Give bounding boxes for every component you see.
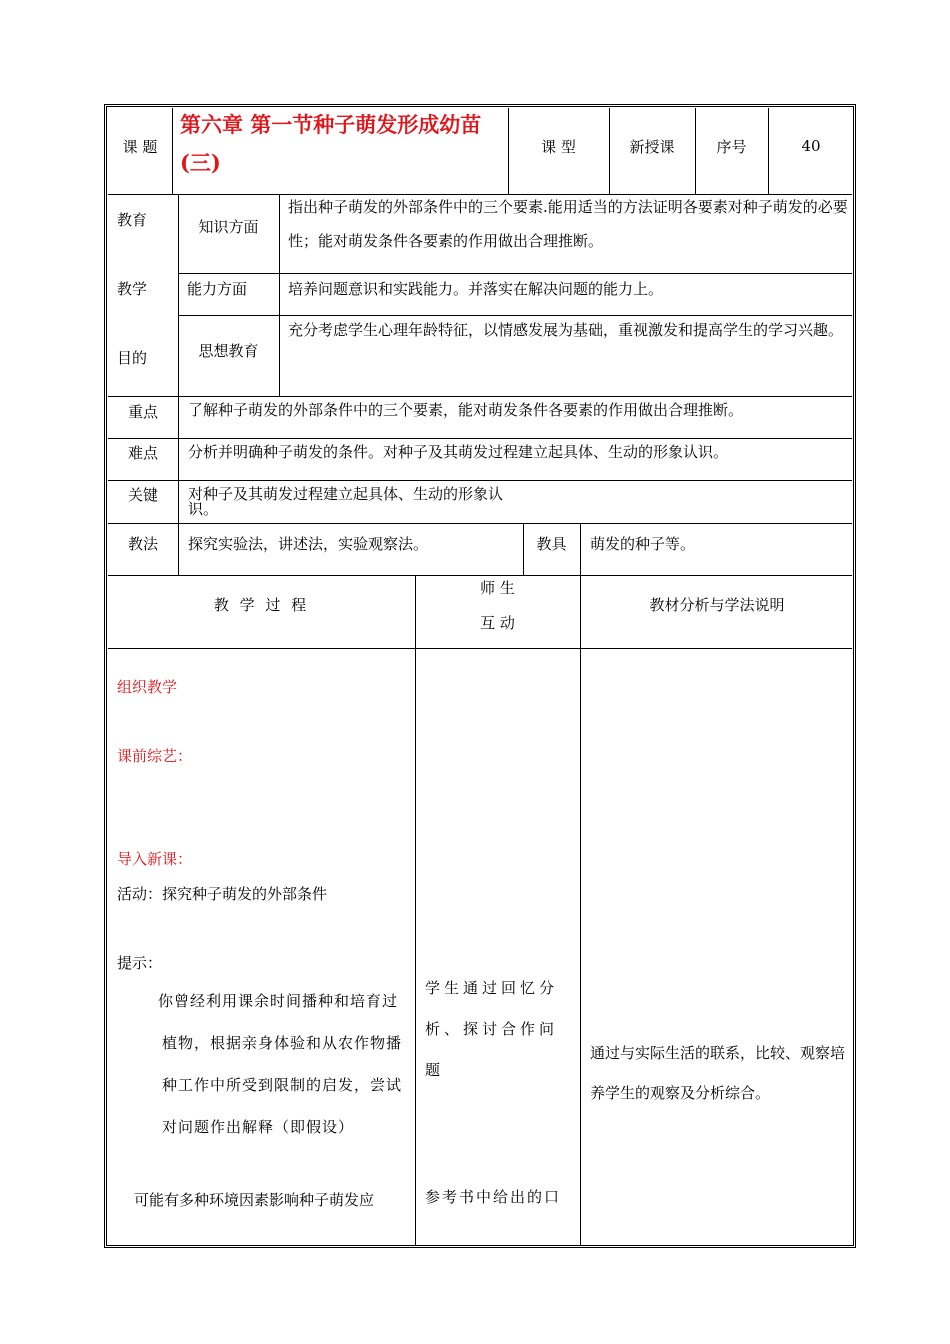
thought-text: 充分考虑学生心理年龄特征，以情感发展为基础，重视激发和提高学生的学习兴趣。 <box>288 321 844 339</box>
crucial-label: 关键 <box>127 486 158 504</box>
interaction-text: 学生通过回忆分析、探讨合作问题 <box>425 979 559 1079</box>
col-divider <box>178 194 179 576</box>
key-label: 重点 <box>127 403 158 421</box>
analysis-text: 通过与实际生活的联系，比较、观察培养学生的观察及分析综合。 <box>590 1044 846 1102</box>
tools-label: 教具 <box>536 535 567 553</box>
lesson-title: 第六章 第一节种子萌发形成幼苗(三) <box>180 112 482 175</box>
crucial-text: 对种子及其萌发过程建立起具体、生动的形象认识。 <box>188 485 504 518</box>
keti-label: 课 题 <box>122 138 158 156</box>
knowledge-text: 指出种子萌发的外部条件中的三个要素.能用适当的方法证明各要素对种子萌发的必要性；能对萌发条件各要素的作用做出合理推断。 <box>288 198 848 250</box>
row-divider <box>108 480 852 481</box>
row-divider <box>108 438 852 439</box>
difficult-label: 难点 <box>127 444 158 462</box>
row-divider <box>108 575 852 576</box>
row-divider <box>108 396 852 397</box>
interaction-header: 师 生 <box>480 579 515 597</box>
analysis-header: 教材分析与学法说明 <box>649 596 785 614</box>
difficult-text: 分析并明确种子萌发的条件。对种子及其萌发过程建立起具体、生动的形象认识。 <box>188 443 729 461</box>
activity-text: 活动：探究种子萌发的外部条件 <box>117 885 328 903</box>
intro-heading: 导入新课： <box>117 850 193 868</box>
col-divider <box>172 108 173 195</box>
col-divider <box>580 575 581 1245</box>
kexing-value: 新授课 <box>629 138 675 156</box>
row-divider <box>108 648 852 649</box>
interaction-text: 参考书中给出的口 <box>425 1188 562 1206</box>
col-divider <box>415 575 416 1245</box>
objectives-group-label: 教育 <box>117 211 148 229</box>
method-label: 教法 <box>127 535 158 553</box>
kexing-label: 课 型 <box>541 138 576 156</box>
knowledge-label: 知识方面 <box>198 218 259 236</box>
last-line: 可能有多种环境因素影响种子萌发应 <box>134 1191 375 1209</box>
tools-text: 萌发的种子等。 <box>590 535 696 553</box>
organize-heading: 组织教学 <box>117 678 178 696</box>
hint-label: 提示： <box>117 954 163 972</box>
col-divider <box>580 523 581 576</box>
xuhao-label: 序号 <box>716 138 747 156</box>
ability-text: 培养问题意识和实践能力。并落实在解决问题的能力上。 <box>288 280 664 298</box>
objectives-group-label: 目的 <box>117 349 148 367</box>
key-text: 了解种子萌发的外部条件中的三个要素，能对萌发条件各要素的作用做出合理推断。 <box>188 401 744 419</box>
thought-label: 思想教育 <box>198 342 259 360</box>
hint-text: 你曾经利用课余时间播种和培育过植物，根据亲身体验和从农作物播种工作中所受到限制的启发，尝试对问题作出解释（即假设） <box>158 992 403 1136</box>
interaction-header: 互 动 <box>480 614 515 632</box>
col-divider <box>279 194 280 397</box>
objectives-group-label: 教学 <box>117 280 148 298</box>
ability-label: 能力方面 <box>187 280 248 298</box>
row-divider <box>108 523 852 524</box>
xuhao-value: 40 <box>801 137 821 155</box>
process-header: 教 学 过 程 <box>213 596 310 614</box>
method-text: 探究实验法，讲述法，实验观察法。 <box>188 535 429 553</box>
preclass-heading: 课前综艺： <box>117 747 193 765</box>
